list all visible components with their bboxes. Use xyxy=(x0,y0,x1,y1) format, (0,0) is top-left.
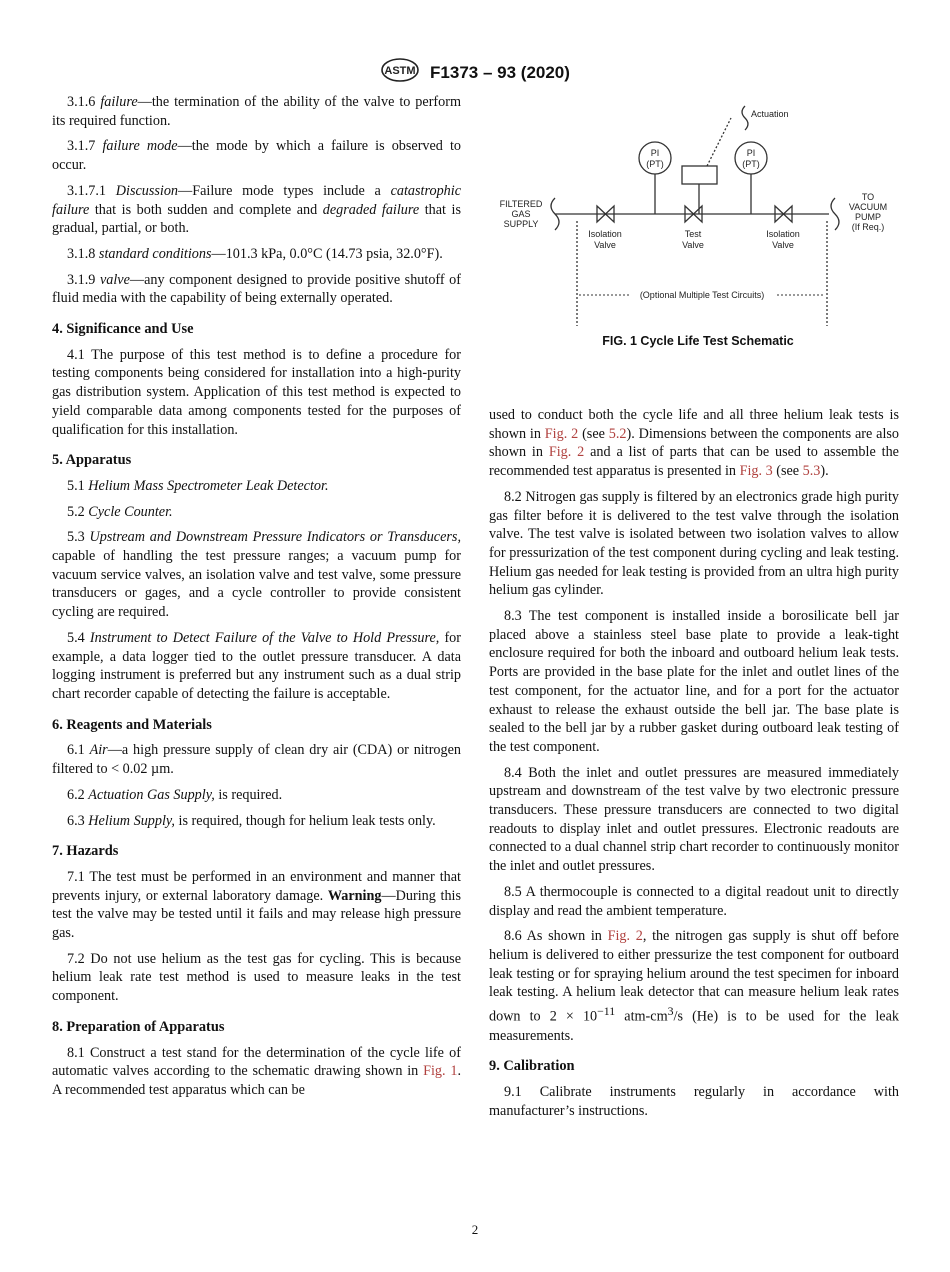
section-8-heading: 8. Preparation of Apparatus xyxy=(52,1018,225,1035)
pump-label-2: VACUUM xyxy=(848,202,888,212)
para-8-4: 8.4 Both the inlet and outlet pressures are measured immediately upstream and downstream of the test valve by two electronic pressure transducers. These pressure transducers are connected to two digital readouts to display inlet and outlet pressures. Electronic readouts are connected to a dual channel strip chart recorder to continuously monitor the inlet and outlet pressures. xyxy=(489,764,899,875)
para-5-4: 5.4 Instrument to Detect Failure of the Valve to Hold Pressure, for example, a data logger tied to the outlet pressure transducer. A data logging instrument is preferred but any instrument such as a dual strip chart recorder capable of detecting the failure is acceptable. xyxy=(52,629,461,702)
pressure-indicator-2-icon xyxy=(735,142,767,174)
isolation-valve-2-label-2: Valve xyxy=(772,240,794,250)
figure-1-schematic xyxy=(489,96,907,336)
section-5-heading: 5. Apparatus xyxy=(52,452,132,469)
pt-2-label: (PT) xyxy=(742,159,760,169)
para-3-1-7-1: 3.1.7.1 Discussion—Failure mode types include a catastrophic failure that is both sudden and complete and degraded failure that is gradual, partial, or both. xyxy=(52,182,462,237)
optional-circuits-label: (Optional Multiple Test Circuits) xyxy=(639,290,765,300)
left-column xyxy=(52,93,461,1107)
section-7-heading: 7. Hazards xyxy=(52,843,119,860)
para-8-1: 8.1 Construct a test stand for the determination of the cycle life of automatic valves according to the schematic drawing shown in Fig. 1. A recommended test apparatus which can be xyxy=(52,1044,462,1098)
pump-break-icon xyxy=(831,198,839,230)
para-5-2: 5.2 Cycle Counter. xyxy=(67,503,173,520)
section-6-heading: 6. Reagents and Materials xyxy=(52,716,212,733)
test-valve-label-1: Test xyxy=(684,229,702,239)
section-5-2-link[interactable]: 5.2 xyxy=(608,425,627,442)
actuation-label: Actuation xyxy=(751,109,789,119)
pump-label-1: TO xyxy=(861,192,875,202)
section-9-heading: 9. Calibration xyxy=(489,1058,575,1075)
actuator-box-icon xyxy=(682,166,717,184)
figure-1-caption: FIG. 1 Cycle Life Test Schematic xyxy=(602,334,794,348)
actuation-break-icon xyxy=(742,106,748,130)
fig-3-link[interactable]: Fig. 3 xyxy=(739,463,773,480)
pi-1-label: PI xyxy=(650,148,660,158)
para-6-2: 6.2 Actuation Gas Supply, is required. xyxy=(67,786,283,803)
supply-label-3: SUPPLY xyxy=(503,219,539,229)
para-4-1: 4.1 The purpose of this test method is to define a procedure for testing components being considered for installation into a high-purity gas distribution system. Application of this test method is expected to yield comparable data among components tested for the purposes of qualification for this installation. xyxy=(52,346,461,438)
para-8-6: 8.6 As shown in Fig. 2, the nitrogen gas supply is shut off before helium is delivered to either pressurize the test component for outboard leak testing or for spraying helium around the test specimen for inboard leak testing. A helium leak detector that can measure helium leak rates down to $2 \times 10^{-11}$ atm-$cm^3/s$ (He) is to be used for the leak measurements. xyxy=(489,928,899,1044)
section-5-3-link[interactable]: 5.3 xyxy=(802,463,821,480)
para-8-3: 8.3 The test component is installed inside a borosilicate bell jar placed above a stainless steel base plate to provide a leak-tight enclosure required for both the inboard and outboard helium leak tests. Ports are provided in the base plate for the inlet and outlet lines of the test component, for the actuator line, and for a port for the actuator exhaust to release the exhaust outside the bell jar. The base plate is sealed to the bell jar by a rubber gasket during outboard leak testing of the test component. xyxy=(489,608,899,755)
pressure-indicator-1-icon xyxy=(639,142,671,174)
supply-label-2: GAS xyxy=(511,209,531,219)
para-8-1-continued: used to conduct both the cycle life and all three helium leak tests is shown in Fig. 2 (see 5.2). Dimensions between the components are also shown in Fig. 2 and a list of parts that can be used to assemble the recommended test apparatus is presented in Fig. 3 (see 5.3). xyxy=(489,407,899,480)
pump-label-3: PUMP xyxy=(854,212,882,222)
logo-text: ASTM xyxy=(384,65,416,77)
para-8-5: 8.5 A thermocouple is connected to a digital readout unit to directly display and read the ambient temperature. xyxy=(489,883,899,919)
fig-2-link[interactable]: Fig. 2 xyxy=(548,444,585,461)
para-5-1: 5.1 Helium Mass Spectrometer Leak Detector. xyxy=(67,477,329,494)
right-column xyxy=(489,406,899,1127)
pump-label-4: (If Req.) xyxy=(851,222,885,232)
pt-1-label: (PT) xyxy=(646,159,664,169)
para-3-1-7: 3.1.7 failure mode—the mode by which a failure is observed to occur. xyxy=(52,138,462,174)
fig-1-link[interactable]: Fig. 1 xyxy=(423,1063,458,1080)
isolation-valve-1-label-1: Isolation xyxy=(588,229,622,239)
isolation-valve-1-label-2: Valve xyxy=(594,240,616,250)
para-3-1-6: 3.1.6 failure—the termination of the ability of the valve to perform its required function. xyxy=(52,94,461,129)
document-code: F1373 – 93 (2020) xyxy=(430,62,570,82)
para-3-1-9: 3.1.9 valve—any component designed to provide positive shutoff of fluid media with the capability of being externally operated. xyxy=(52,271,461,307)
isolation-valve-2-label-1: Isolation xyxy=(766,229,800,239)
astm-logo-icon xyxy=(380,58,420,87)
para-3-1-8: 3.1.8 standard conditions—101.3 kPa, 0.0°C (14.73 psia, 32.0°F). xyxy=(67,245,443,262)
fig-2-link[interactable]: Fig. 2 xyxy=(607,928,643,945)
para-8-2: 8.2 Nitrogen gas supply is filtered by an electronics grade high purity gas filter before it is delivered to the test valve through the isolation valve. The test valve is isolated between two isolation valves to allow for pressurization of the test component during cycling and leak testing. Helium gas needed for leak testing is provided from an ultra high purity helium gas cylinder. xyxy=(489,488,899,599)
para-7-1: 7.1 The test must be performed in an environment and manner that prevents injury, or external laboratory damage. Warning—During this test the valve may be tested until it fails and may release high pressure gas. xyxy=(52,868,461,942)
section-4-heading: 4. Significance and Use xyxy=(52,321,194,338)
supply-label-1: FILTERED xyxy=(499,199,543,209)
pi-2-label: PI xyxy=(746,148,756,158)
para-9-1: 9.1 Calibrate instruments regularly in accordance with manufacturer’s instructions. xyxy=(489,1083,899,1119)
test-valve-label-2: Valve xyxy=(682,240,704,250)
page-header xyxy=(0,58,950,87)
para-7-2: 7.2 Do not use helium as the test gas for cycling. This is because helium leak rate test method is used to measure leaks in the test component. xyxy=(52,950,461,1005)
page-number: 2 xyxy=(471,1222,479,1237)
para-5-3: 5.3 Upstream and Downstream Pressure Indicators or Transducers, capable of handling the test pressure ranges; a vacuum pump for vacuum service valves, an isolation valve and test valve, some pressure transducers or gages, and a cycle controller to provide consistent cycling are required. xyxy=(52,529,461,621)
para-6-1: 6.1 Air—a high pressure supply of clean dry air (CDA) or nitrogen filtered to < 0.02 µm. xyxy=(52,742,461,778)
fig-2-link[interactable]: Fig. 2 xyxy=(544,425,579,442)
para-6-3: 6.3 Helium Supply, is required, though for helium leak tests only. xyxy=(67,812,436,829)
